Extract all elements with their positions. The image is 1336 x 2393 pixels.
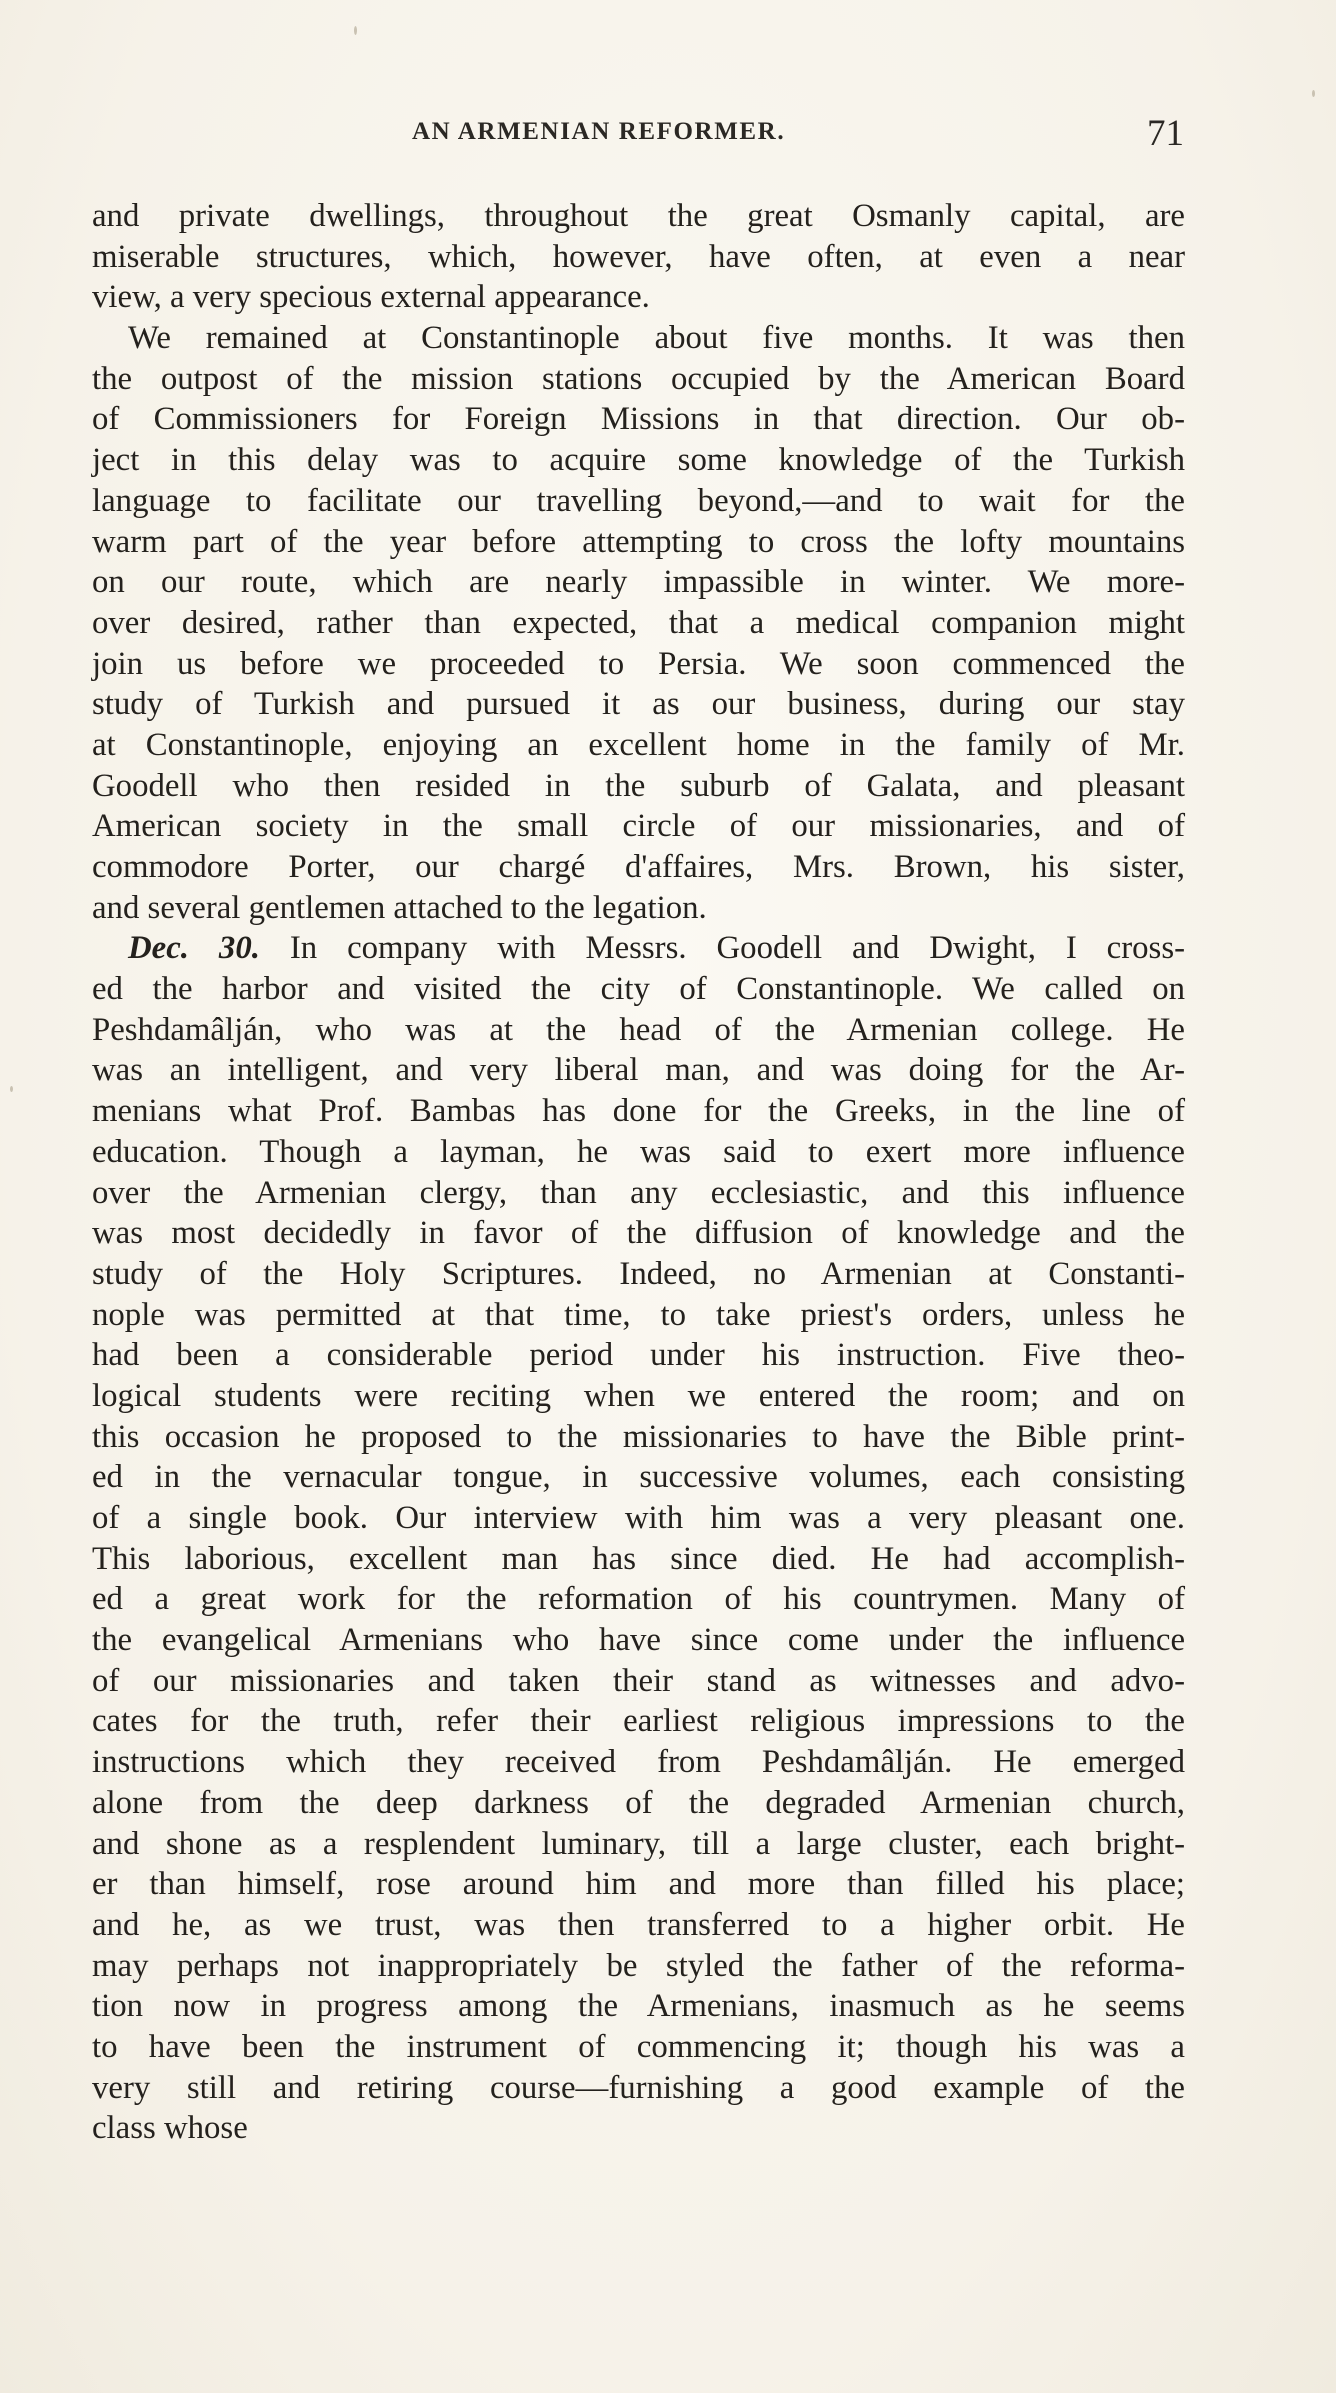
text-line: this occasion he proposed to the missionaries to have the Bible print-	[92, 1418, 1185, 1455]
text-line: education. Though a layman, he was said to exert more influence	[92, 1133, 1185, 1170]
text-line: was an intelligent, and very liberal man, and was doing for the Ar-	[92, 1052, 1185, 1089]
text-line: was most decidedly in favor of the diffusion of knowledge and the	[92, 1215, 1185, 1252]
text-line: and several gentlemen attached to the legation.	[92, 889, 707, 926]
text-line: and private dwellings, throughout the great Osmanly capital, are	[92, 198, 1185, 234]
paragraph-start-line: We remained at Constantinople about five months. It was then	[128, 320, 1185, 357]
text-line: the evangelical Armenians who have since come under the influence	[92, 1622, 1185, 1659]
text-line: study of the Holy Scriptures. Indeed, no Armenian at Constanti-	[92, 1255, 1185, 1292]
text-line: nople was permitted at that time, to take priest's orders, unless he	[92, 1296, 1185, 1333]
text-line: of Commissioners for Foreign Missions in that direction. Our ob-	[92, 401, 1185, 438]
text-line: Goodell who then resided in the suburb of Galata, and pleasant	[92, 767, 1185, 804]
text-line: ed in the vernacular tongue, in successive volumes, each consisting	[92, 1459, 1185, 1496]
paper-speck	[10, 1086, 13, 1092]
text-line: at Constantinople, enjoying an excellent home in the family of Mr.	[92, 726, 1185, 763]
text-line: menians what Prof. Bambas has done for the Greeks, in the line of	[92, 1093, 1185, 1130]
text-line: to have been the instrument of commencing it; though his was a	[92, 2028, 1185, 2065]
text-line: language to facilitate our travelling beyond,—and to wait for the	[92, 482, 1185, 519]
text-line: logical students were reciting when we entered the room; and on	[92, 1377, 1185, 1414]
paper-speck	[354, 26, 357, 35]
text-line: view, a very specious external appearance.	[92, 279, 650, 316]
text-line: ject in this delay was to acquire some knowledge of the Turkish	[92, 442, 1185, 479]
text-line: of our missionaries and taken their stand as witnesses and advo-	[92, 1662, 1185, 1699]
text-line: ed the harbor and visited the city of Constantinople. We called on	[92, 971, 1185, 1008]
text-line: This laborious, excellent man has since died. He had accomplish-	[92, 1540, 1185, 1577]
text-line: alone from the deep darkness of the degraded Armenian church,	[92, 1784, 1185, 1821]
paragraph-start-line	[92, 928, 1185, 969]
text-line: on our route, which are nearly impassible in winter. We more-	[92, 564, 1185, 601]
text-line: er than himself, rose around him and more than filled his place;	[92, 1866, 1185, 1903]
text-line: study of Turkish and pursued it as our business, during our stay	[92, 686, 1185, 723]
text-line: and shone as a resplendent luminary, till a large cluster, each bright-	[92, 1825, 1185, 1862]
text-line: tion now in progress among the Armenians, inasmuch as he seems	[92, 1988, 1185, 2025]
text-line: very still and retiring course—furnishing a good example of the	[92, 2069, 1185, 2106]
text-line: join us before we proceeded to Persia. We soon commenced the	[92, 645, 1185, 682]
text-line: may perhaps not inappropriately be styled the father of the reforma-	[92, 1947, 1185, 1984]
date-label: Dec. 30.	[128, 930, 260, 967]
text-line-rest: In company with Messrs. Goodell and Dwight, I cross-	[289, 930, 1186, 967]
text-line: class whose	[92, 2110, 248, 2147]
text-line: instructions which they received from Peshdamâlján. He emerged	[92, 1744, 1185, 1781]
text-line: had been a considerable period under his instruction. Five theo-	[92, 1337, 1185, 1374]
text-line: miserable structures, which, however, have often, at even a near	[92, 238, 1185, 275]
text-line: over desired, rather than expected, that a medical companion might	[92, 604, 1185, 641]
text-line: of a single book. Our interview with him was a very pleasant one.	[92, 1500, 1185, 1536]
text-line: over the Armenian clergy, than any ecclesiastic, and this influence	[92, 1174, 1185, 1211]
text-line: cates for the truth, refer their earliest religious impressions to the	[92, 1703, 1185, 1740]
text-line: ed a great work for the reformation of his countrymen. Many of	[92, 1581, 1185, 1618]
text-line: the outpost of the mission stations occupied by the American Board	[92, 360, 1185, 397]
text-line: and he, as we trust, was then transferred to a higher orbit. He	[92, 1906, 1185, 1943]
text-line: Peshdamâlján, who was at the head of the Armenian college. He	[92, 1011, 1185, 1048]
page-number: 71	[1147, 113, 1184, 154]
body-text	[92, 196, 1185, 2149]
paper-speck	[1312, 90, 1315, 97]
text-line: warm part of the year before attempting to cross the lofty mountains	[92, 523, 1185, 560]
text-line: American society in the small circle of our missionaries, and of	[92, 808, 1185, 845]
text-line: commodore Porter, our chargé d'affaires, Mrs. Brown, his sister,	[92, 849, 1185, 885]
running-title: AN ARMENIAN REFORMER.	[412, 118, 786, 145]
